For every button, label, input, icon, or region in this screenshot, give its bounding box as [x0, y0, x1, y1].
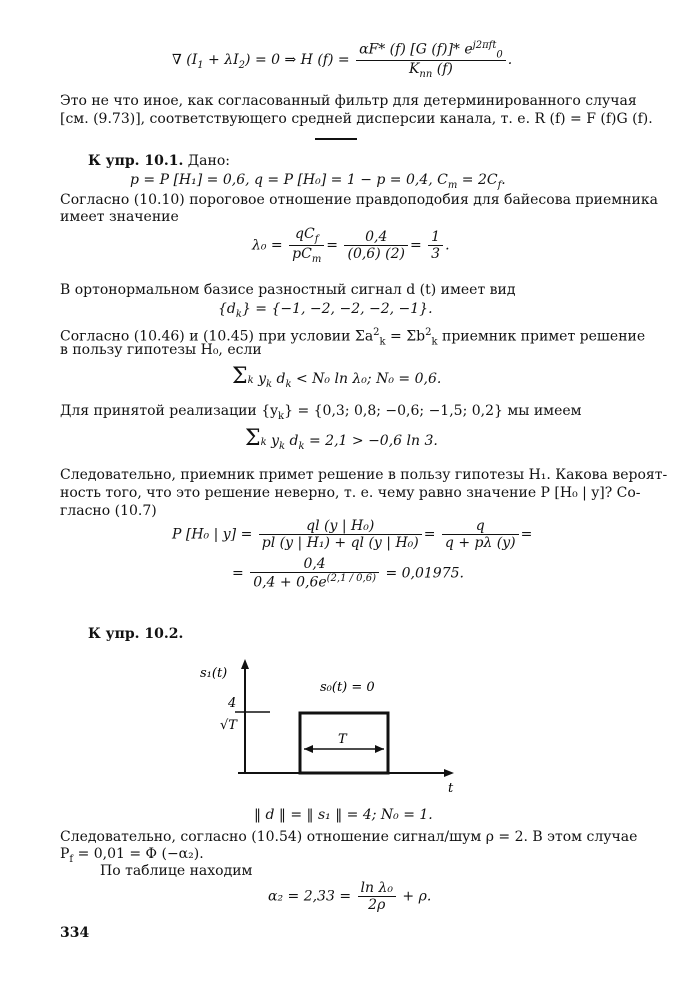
- paragraph-7-line-2: $P_f = 0,01 = \Phi$ (−α₂).: [60, 846, 204, 865]
- difference-signal: $\{d_k\} = \{-1$, −2, −2, −2, −1}.: [218, 301, 433, 320]
- y-axis-label: s₁(t): [200, 666, 228, 681]
- paragraph-3: В ортонормальном базисе разностный сигнал d (t) имеет вид: [60, 282, 516, 298]
- decision-rule: Σk $y_k$ $d_k < N_0$ ln λ₀; N₀ = 0,6.: [232, 364, 442, 390]
- exercise-10-2-heading: К упр. 10.2.: [88, 626, 184, 642]
- t-axis-label: t: [448, 781, 454, 795]
- paragraph-6-line-2: ность того, что это решение неверно, т. е. чему равно значение P [H₀ | y]? Со-: [60, 485, 641, 501]
- norm-equation: ‖ d ‖ = ‖ s₁ ‖ = 4; N₀ = 1.: [254, 807, 433, 823]
- paragraph-1-line-1: Это не что иное, как согласованный фильтр для детерминированного случая: [60, 93, 637, 109]
- decision-calculation: Σk $y_k$ $d_k = 2,1 > -0,6$ ln 3.: [245, 426, 438, 452]
- section-divider: [315, 138, 357, 140]
- paragraph-8: По таблице находим: [100, 863, 253, 879]
- alpha-equation: α₂ = 2,33 = $\frac{\text{ln λ₀}}{2\rho}$ + ρ.: [268, 880, 432, 913]
- y-axis-arrow: [241, 659, 249, 669]
- threshold-equation: λ₀ = $\frac{qC_f}{pC_m}$ = $\frac{0,4}{(0,6) (2)}$ = $\frac{1}{3}$ .: [252, 226, 450, 265]
- paragraph-1-line-2: [см. (9.73)], соответствующего средней дисперсии канала, т. е. R (f) = F (f)G (f).: [60, 111, 653, 127]
- paragraph-2-line-2: имеет значение: [60, 209, 179, 225]
- width-arrow-right-head: [375, 745, 384, 753]
- signal-diagram: [200, 655, 460, 795]
- page-number: 334: [60, 925, 90, 941]
- paragraph-6-line-1: Следовательно, приемник примет решение в пользу гипотезы H₁. Какова вероят-: [60, 467, 668, 483]
- width-label: T: [338, 732, 347, 747]
- amplitude-denominator: √T: [220, 718, 237, 733]
- exercise-10-1-heading: К упр. 10.1. Дано:: [88, 153, 230, 169]
- prior-probabilities: p = P [H₁] = 0,6, q = P [H₀] = 1 − p = 0,4, $C_m = 2C_f$.: [130, 172, 506, 191]
- s0-label: s₀(t) = 0: [320, 680, 375, 695]
- paragraph-4-line-1: Согласно (10.46) и (10.45) при условии $\Sigma a^2_k = \Sigma b^2_k$ приемник примет решение: [60, 327, 646, 348]
- paragraph-4-line-2: в пользу гипотезы H₀, если: [60, 342, 262, 358]
- paragraph-7-line-1: Следовательно, согласно (10.54) отношение сигнал/шум ρ = 2. В этом случае: [60, 829, 638, 845]
- equation-matched-filter: ∇ $(I_1 + \lambda I_2) = 0$ ⇒ H (f) = $\frac{\alpha F* (f) [G (f)]* e^{j2\pi ft}_0}{K_{nn} (f)}$ .: [172, 40, 513, 81]
- paragraph-2-line-1: Согласно (10.10) пороговое отношение правдоподобия для байесова приемника: [60, 192, 658, 208]
- width-arrow-left-head: [304, 745, 313, 753]
- amplitude-numerator: 4: [228, 696, 237, 711]
- paragraph-6-line-3: гласно (10.7): [60, 503, 157, 519]
- posterior-probability: P [H₀ | y] = $\frac{\text{ql (y | H₀)}}{\text{pl (y | H₁) + ql (y | H₀)}}$ = $\frac{q}{q + p\lambda (y)}$ =: [172, 518, 533, 551]
- paragraph-5: Для принятой реализации $\{y_k\} = \{0,3$; 0,8; −0,6; −1,5; 0,2} мы имеем: [60, 403, 582, 422]
- posterior-result: = $\frac{0,4}{0,4 + 0,6e^{(2,1 / 0,6)}}$ = 0,01975.: [232, 556, 464, 591]
- x-axis-arrow: [444, 769, 454, 777]
